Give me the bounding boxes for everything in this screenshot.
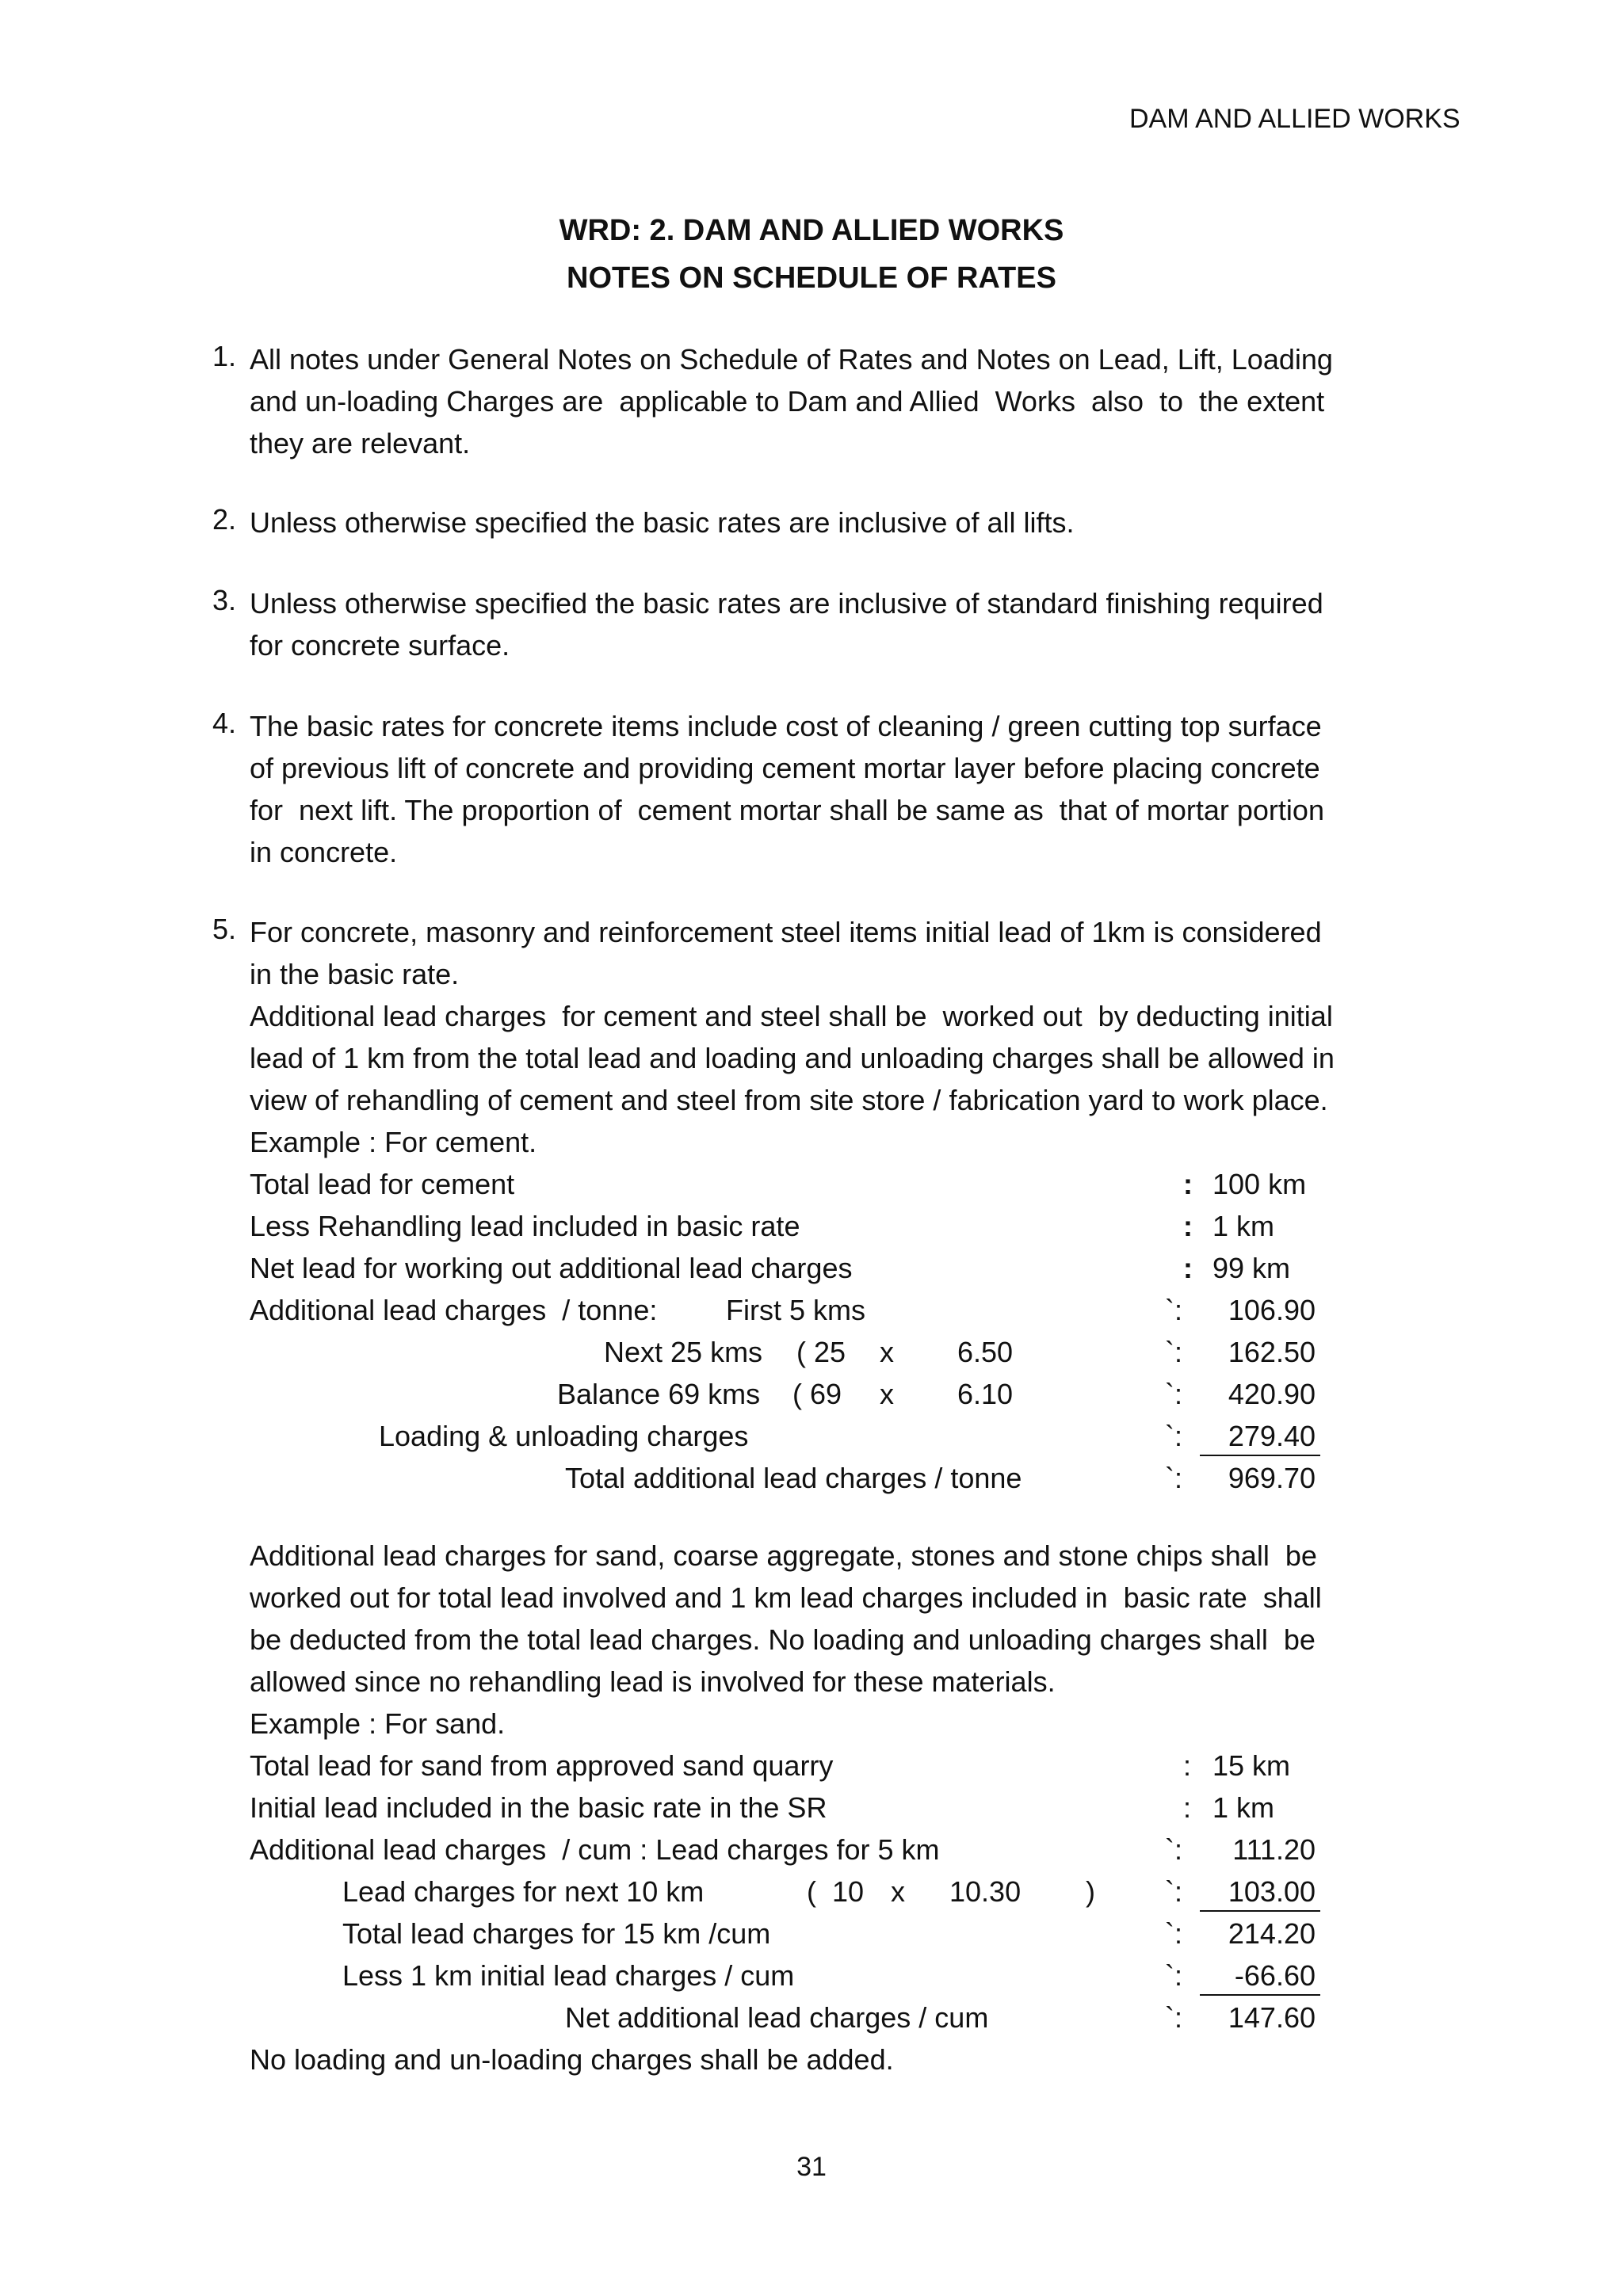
calc-label: Additional lead charges / tonne:: [250, 1294, 658, 1326]
calc-label: Total lead for cement: [250, 1168, 515, 1200]
calc-label: Next 25 kms: [604, 1336, 763, 1368]
calc-total: 147.60: [1228, 2001, 1316, 2034]
note-number: 5.: [212, 913, 237, 945]
calc-separator: `:: [1165, 1875, 1182, 1908]
calc-separator: `:: [1165, 1420, 1182, 1452]
calc-label: Initial lead included in the basic rate in the SR: [250, 1791, 827, 1824]
note-text: for concrete surface.: [250, 629, 510, 662]
note-number: 4.: [212, 707, 237, 739]
calc-separator: `:: [1165, 1959, 1182, 1992]
note-text: for next lift. The proportion of cement mortar shall be same as that of mortar portion: [250, 794, 1324, 826]
note-text: Example : For cement.: [250, 1126, 537, 1158]
calc-label: Total lead charges for 15 km /cum: [342, 1917, 771, 1950]
calc-open: ( 69: [792, 1378, 842, 1410]
calc-label: Less Rehandling lead included in basic rate: [250, 1210, 800, 1242]
calc-value: 1 km: [1212, 1791, 1275, 1824]
calc-separator: :: [1183, 1210, 1193, 1242]
calc-label: Total lead for sand from approved sand quarry: [250, 1749, 834, 1782]
note-text: in the basic rate.: [250, 958, 460, 990]
calc-times: x: [891, 1875, 905, 1908]
note-text: in concrete.: [250, 836, 398, 868]
calc-label: Lead charges for next 10 km: [342, 1875, 705, 1908]
calc-value: 162.50: [1228, 1336, 1316, 1368]
calc-value: 106.90: [1228, 1294, 1316, 1326]
sum-rule: [1200, 1455, 1320, 1456]
note-text: For concrete, masonry and reinforcement steel items initial lead of 1km is considered: [250, 916, 1322, 948]
paragraph-line: Additional lead charges for sand, coarse aggregate, stones and stone chips shall be: [250, 1539, 1317, 1572]
calc-label: Balance 69 kms: [557, 1378, 761, 1410]
calc-separator: `:: [1165, 1294, 1182, 1326]
calc-label: Additional lead charges / cum : Lead charges for 5 km: [250, 1833, 940, 1866]
paragraph-line: Example : For sand.: [250, 1707, 506, 1740]
running-head: DAM AND ALLIED WORKS: [1129, 104, 1461, 134]
note-text: Unless otherwise specified the basic rates are inclusive of standard finishing required: [250, 587, 1323, 620]
calc-separator: `:: [1165, 1833, 1182, 1866]
note-text: they are relevant.: [250, 427, 471, 460]
calc-close: ): [1086, 1875, 1095, 1908]
note-text: and un-loading Charges are applicable to Dam and Allied Works also to the extent: [250, 385, 1325, 418]
calc-value: 214.20: [1228, 1917, 1316, 1950]
calc-separator: `:: [1165, 1917, 1182, 1950]
note-text: Unless otherwise specified the basic rates are inclusive of all lifts.: [250, 506, 1075, 539]
calc-label: Loading & unloading charges: [379, 1420, 749, 1452]
calc-label: Net additional lead charges / cum: [565, 2001, 989, 2034]
calc-separator: `:: [1165, 1336, 1182, 1368]
calc-rate: 6.50: [957, 1336, 1014, 1368]
calc-separator: `:: [1165, 1378, 1182, 1410]
calc-value: 420.90: [1228, 1378, 1316, 1410]
note-text: view of rehandling of cement and steel from site store / fabrication yard to work place.: [250, 1084, 1328, 1116]
calc-value: 100 km: [1212, 1168, 1307, 1200]
calc-separator: :: [1183, 1252, 1193, 1284]
calc-separator: `:: [1165, 1462, 1182, 1494]
calc-separator: :: [1183, 1168, 1193, 1200]
calc-times: x: [880, 1336, 894, 1368]
note-text: lead of 1 km from the total lead and loading and unloading charges shall be allowed in: [250, 1042, 1335, 1074]
sum-rule: [1200, 1994, 1320, 1996]
paragraph-line: be deducted from the total lead charges. No loading and unloading charges shall be: [250, 1623, 1316, 1656]
paragraph-line: allowed since no rehandling lead is involved for these materials.: [250, 1665, 1056, 1698]
calc-open: ( 10: [807, 1875, 865, 1908]
note-number: 3.: [212, 584, 237, 616]
closing-note: No loading and un-loading charges shall be added.: [250, 2043, 894, 2076]
calc-separator: :: [1183, 1791, 1192, 1824]
note-text: All notes under General Notes on Schedule of Rates and Notes on Lead, Lift, Loading: [250, 343, 1333, 376]
note-text: The basic rates for concrete items include cost of cleaning / green cutting top surface: [250, 710, 1322, 742]
calc-value: 99 km: [1212, 1252, 1291, 1284]
calc-value: -66.60: [1234, 1959, 1316, 1992]
calc-open: ( 25: [796, 1336, 846, 1368]
calc-times: x: [880, 1378, 894, 1410]
calc-label: Less 1 km initial lead charges / cum: [342, 1959, 795, 1992]
calc-value: 111.20: [1232, 1833, 1316, 1866]
calc-value: 279.40: [1228, 1420, 1316, 1452]
calc-value: 1 km: [1212, 1210, 1275, 1242]
calc-label: Total additional lead charges / tonne: [565, 1462, 1022, 1494]
note-text: of previous lift of concrete and providing cement mortar layer before placing concrete: [250, 752, 1320, 784]
calc-rate: 6.10: [957, 1378, 1014, 1410]
page-number: 31: [796, 2152, 827, 2182]
calc-label: Net lead for working out additional lead charges: [250, 1252, 853, 1284]
calc-separator: `:: [1165, 2001, 1182, 2034]
sum-rule: [1200, 1910, 1320, 1912]
note-number: 1.: [212, 340, 237, 372]
page-subtitle: NOTES ON SCHEDULE OF RATES: [567, 261, 1056, 295]
calc-value: 103.00: [1228, 1875, 1316, 1908]
calc-rate: 10.30: [949, 1875, 1022, 1908]
calc-sublabel: First 5 kms: [726, 1294, 865, 1326]
paragraph-line: worked out for total lead involved and 1 km lead charges included in basic rate shall: [250, 1581, 1322, 1614]
note-number: 2.: [212, 503, 237, 536]
note-text: Additional lead charges for cement and steel shall be worked out by deducting initial: [250, 1000, 1333, 1032]
calc-value: 15 km: [1212, 1749, 1291, 1782]
calc-separator: :: [1183, 1749, 1192, 1782]
calc-total: 969.70: [1228, 1462, 1316, 1494]
page-title: WRD: 2. DAM AND ALLIED WORKS: [559, 214, 1064, 247]
